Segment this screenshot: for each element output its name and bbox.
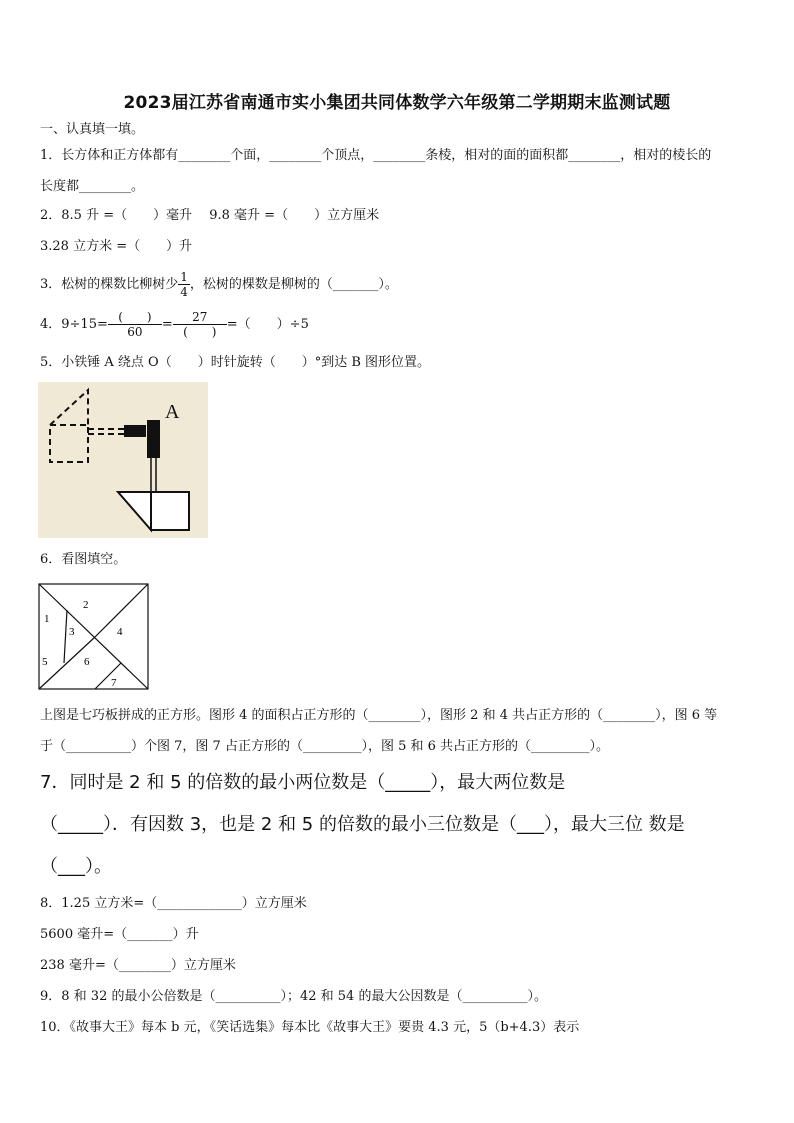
- question-9: 9．8 和 32 的最小公倍数是（__________）；42 和 54 的最大公因数是（__________）。: [40, 989, 547, 1004]
- question-1-line-1: 1．长方体和正方体都有________个面，________个顶点，________条棱，相对的面的面积都________，相对的棱长的: [40, 148, 712, 163]
- question-7-line-2: （_____）．有因数 3，也是 2 和 5 的倍数的最小三位数是（___），最大三位 数是: [40, 814, 685, 835]
- equals-sign: =: [161, 317, 173, 332]
- fraction-one-quarter: [178, 270, 190, 299]
- question-5-text: 5．小铁锤 A 绕点 O（ ）时针旋转（ ）°到达 B 图形位置。: [40, 355, 431, 370]
- question-4-lead: 4．9÷15=: [40, 317, 108, 332]
- question-6-line-2: 于（__________）个图 7，图 7 占正方形的（_________），图 5 和 6 共占正方形的（_________）。: [40, 739, 610, 754]
- tangram-label-6: 6: [84, 656, 90, 668]
- hammer-head-square: [151, 492, 189, 530]
- question-7-line-1: 7．同时是 2 和 5 的倍数的最小两位数是（_____），最大两位数是: [40, 772, 566, 793]
- question-8-line-3: 238 毫升=（________）立方厘米: [40, 958, 236, 973]
- fraction-2: [173, 310, 227, 339]
- question-2-line-1: 2．8.5 升 =（ ）毫升 9.8 毫升 =（ ）立方厘米: [40, 208, 380, 223]
- hammer-rotation-figure: [38, 382, 208, 538]
- question-7-line-3: （___）。: [40, 856, 112, 877]
- page-title: 2023届江苏省南通市实小集团共同体数学六年级第二学期期末监测试题: [123, 93, 671, 113]
- question-4: [40, 310, 309, 340]
- tangram-label-2: 2: [83, 599, 89, 611]
- fraction-2-numerator: 27: [173, 310, 227, 325]
- dashed-grip: [124, 425, 146, 437]
- point-label-a: A: [165, 401, 180, 423]
- tangram-label-4: 4: [117, 626, 123, 638]
- tangram-label-3: 3: [69, 626, 75, 638]
- question-1-line-2: 长度都________。: [40, 179, 145, 194]
- section-heading: 一、认真填一填。: [40, 122, 145, 137]
- tangram-label-7: 7: [111, 677, 117, 689]
- tangram-label-1: 1: [44, 613, 50, 625]
- fraction-1-numerator: ( ): [108, 310, 162, 325]
- question-10: 10．《故事大王》每本 b 元，《笑话选集》每本比《故事大王》要贵 4.3 元，5（b+4.3）表示: [40, 1020, 580, 1035]
- question-2-line-2: 3.28 立方米 =（ ）升: [40, 239, 193, 254]
- fraction-1-denominator: 60: [127, 325, 143, 339]
- fraction-numerator: 1: [180, 270, 188, 284]
- hammer-grip: [147, 420, 160, 458]
- question-3-text: 3．松树的棵数比柳树少: [40, 277, 179, 292]
- fraction-denominator: 4: [180, 285, 188, 299]
- fraction-1: [108, 310, 162, 339]
- fraction-2-denominator: ( ): [183, 325, 217, 339]
- question-8-line-1: 8．1.25 立方米=（_____________）立方厘米: [40, 896, 307, 911]
- tangram-figure: [38, 583, 150, 691]
- question-4-tail: =（ ）÷5: [226, 317, 309, 332]
- question-6-text: 6．看图填空。: [40, 552, 127, 567]
- question-6-line-1: 上图是七巧板拼成的正方形。图形 4 的面积占正方形的（________），图形 2 和 4 共占正方形的（________），图 6 等: [40, 708, 718, 723]
- question-8-line-2: 5600 毫升=（_______）升: [40, 927, 199, 942]
- question-3: [40, 270, 398, 300]
- question-3-tail: ，松树的棵数是柳树的（_______）。: [189, 277, 398, 292]
- tangram-label-5: 5: [42, 656, 48, 668]
